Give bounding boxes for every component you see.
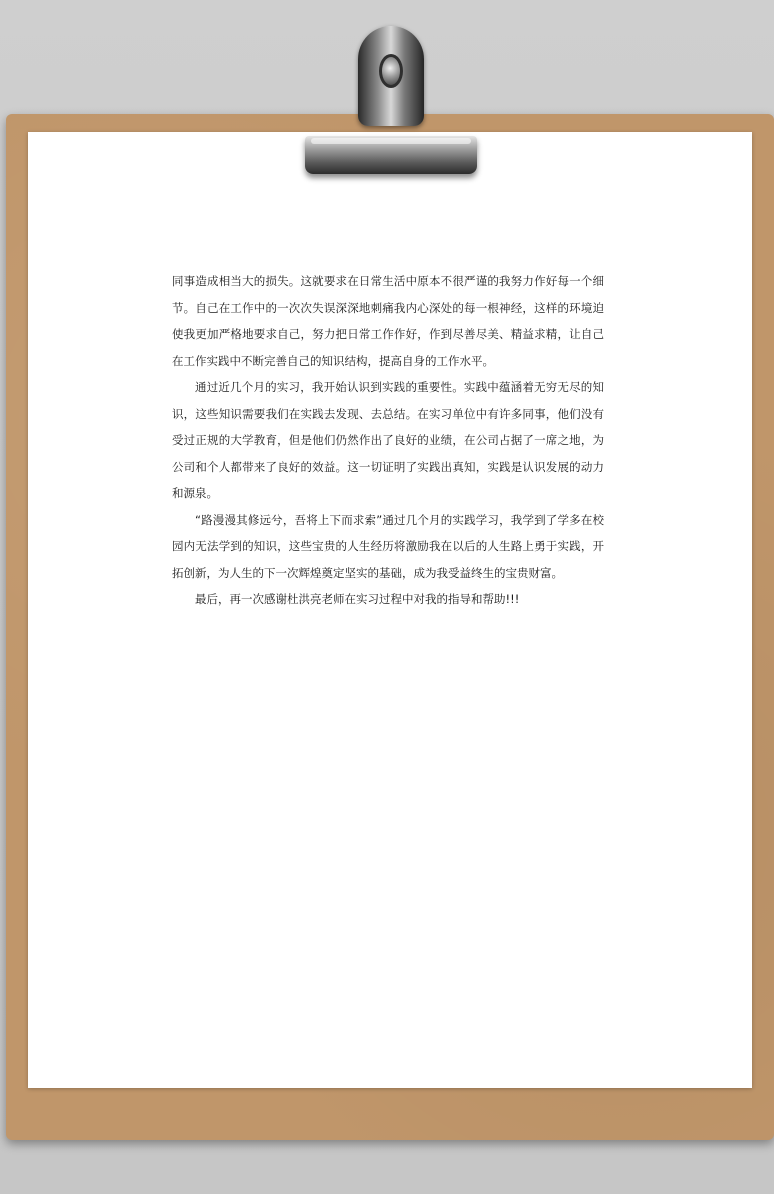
clip-base-highlight [311,138,471,144]
clip-hole [379,54,403,88]
paragraph-1: 同事造成相当大的损失。这就要求在日常生活中原本不很严谨的我努力作好每一个细节。自己在工作中的一次次失误深深地刺痛我内心深处的每一根神经，这样的环境迫使我更加严格地要求自己，努力把日常工作作好，作到尽善尽美、精益求精，让自己在工作实践中不断完善自己的知识结构，提高自身的工作水平。 [172,274,604,368]
binder-clip [305,26,477,176]
paragraph-2: 通过近几个月的实习，我开始认识到实践的重要性。实践中蕴涵着无穷无尽的知识，这些知识需要我们在实践去发现、去总结。在实习单位中有许多同事，他们没有受过正规的大学教育，但是他们仍然作出了良好的业绩，在公司占据了一席之地，为公司和个人都带来了良好的效益。这一切证明了实践出真知，实践是认识发展的动力和源泉。 [172,380,604,500]
paragraph-3: “路漫漫其修远兮，吾将上下而求索”通过几个月的实践学习，我学到了学多在校园内无法学到的知识，这些宝贵的人生经历将激励我在以后的人生路上勇于实践，开拓创新，为人生的下一次辉煌奠定坚实的基础，成为我受益终生的宝贵财富。 [172,512,604,580]
document-body [172,268,604,613]
paragraph-4: 最后，再一次感谢杜洪亮老师在实习过程中对我的指导和帮助!!! [195,592,520,606]
